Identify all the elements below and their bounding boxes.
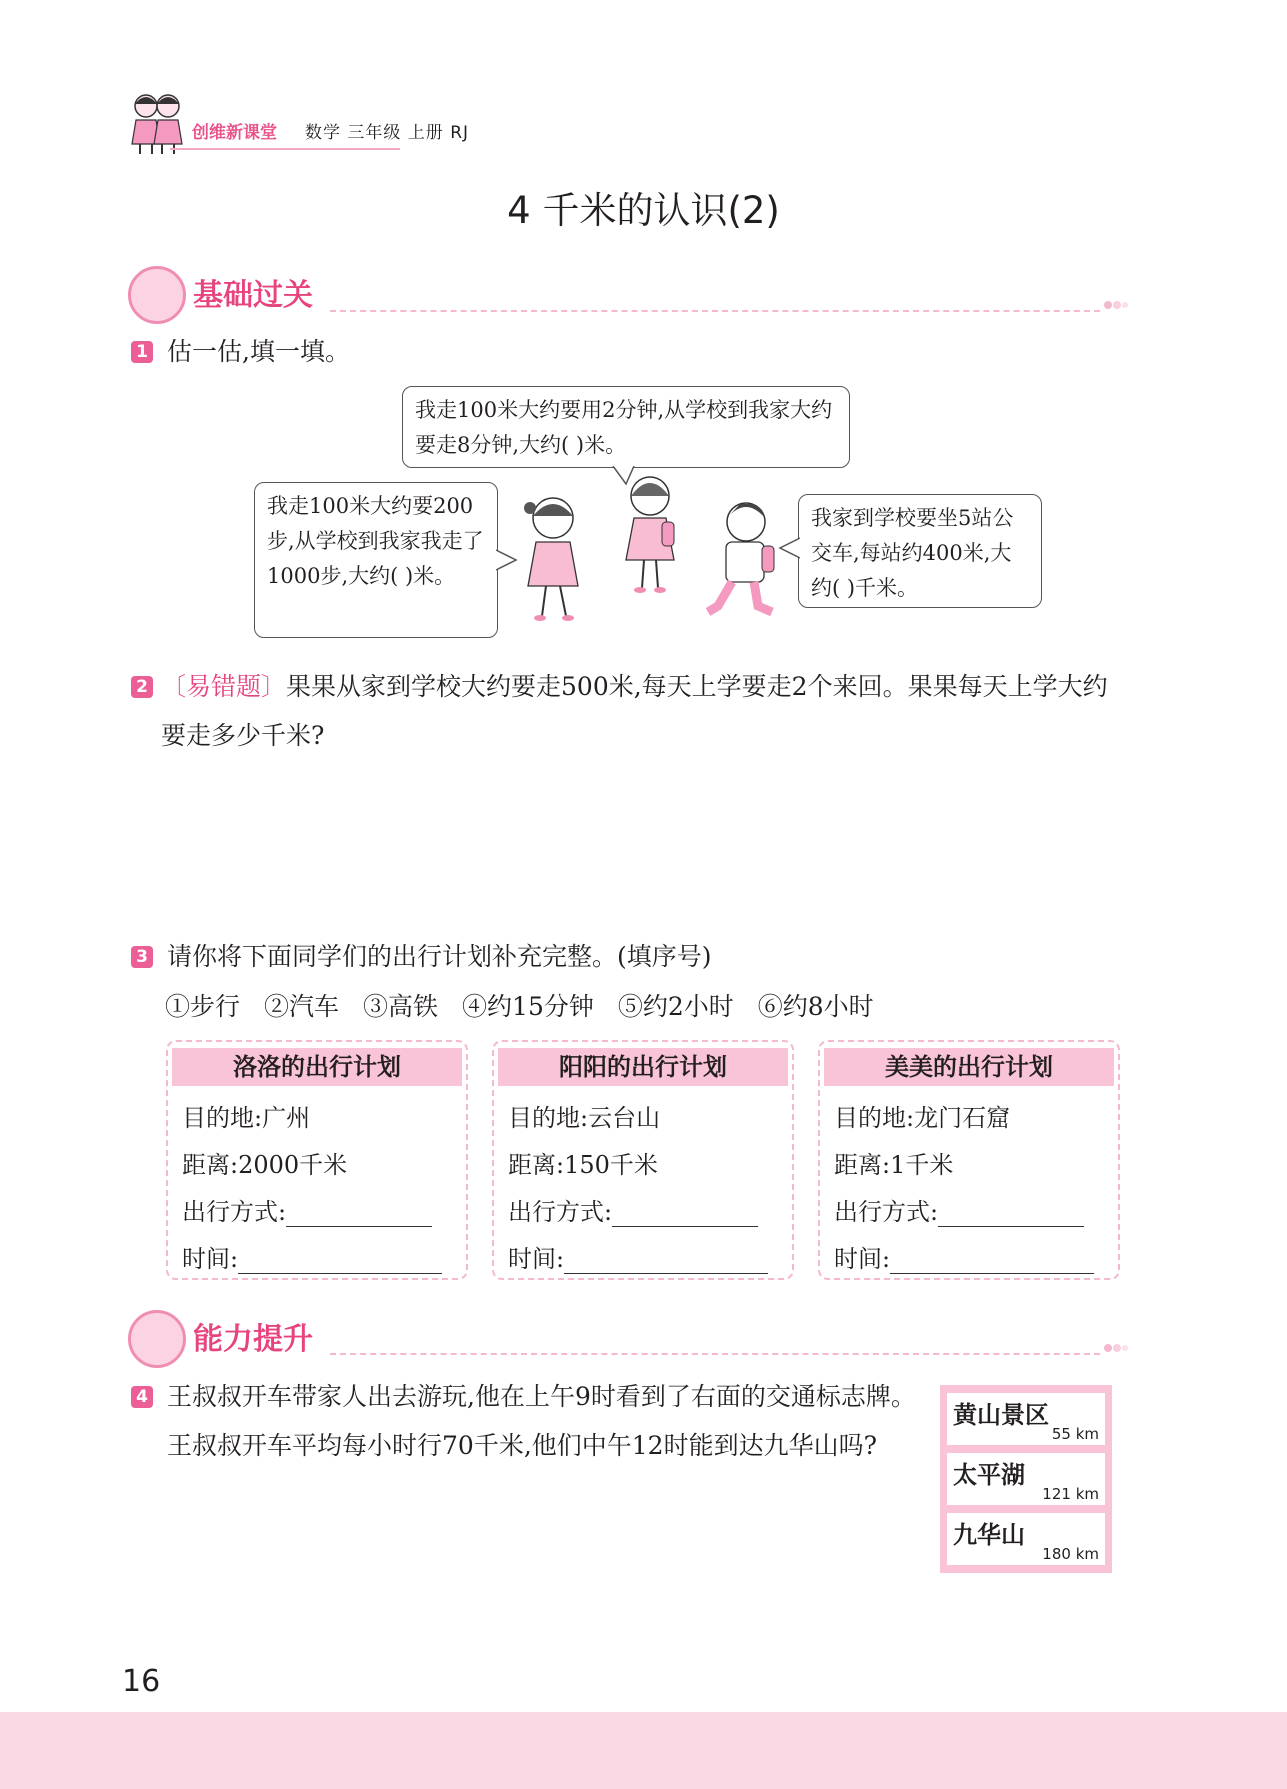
plan-distance: 距离:2000千米 — [182, 1151, 348, 1179]
page-number: 16 — [122, 1664, 161, 1699]
dots-decoration-icon — [1103, 299, 1129, 311]
plan-destination: 目的地:龙门石窟 — [834, 1104, 1011, 1132]
sign-row — [947, 1393, 1105, 1445]
plan-mode-label: 出行方式: — [182, 1198, 287, 1226]
plan-mode-row — [508, 1192, 758, 1227]
boy-illustration-icon — [700, 494, 780, 622]
question-prompt: 估一估,填一填。 — [167, 337, 350, 366]
plan-card-title: 阳阳的出行计划 — [498, 1048, 788, 1086]
question-body: 果果从家到学校大约要走500米,每天上学要走2个来回。果果每天上学大约要走多少千米? — [161, 672, 1108, 750]
option-item: ①步行 — [165, 992, 241, 1021]
plan-distance: 距离:1千米 — [834, 1151, 954, 1179]
girl-left-illustration-icon — [518, 490, 588, 626]
kids-logo-icon — [126, 88, 188, 156]
plan-card — [166, 1040, 468, 1280]
plan-time-row — [508, 1239, 768, 1274]
plan-card-title: 美美的出行计划 — [824, 1048, 1114, 1086]
plan-mode-row — [182, 1192, 432, 1227]
question-prompt: 请你将下面同学们的出行计划补充完整。(填序号) — [167, 942, 712, 971]
sign-distance: 55 km — [1051, 1425, 1099, 1443]
sign-row — [947, 1453, 1105, 1505]
plan-time-row — [182, 1239, 442, 1274]
lesson-title: 4 千米的认识(2) — [507, 189, 780, 232]
girl-middle-illustration-icon — [618, 470, 682, 598]
plan-distance: 距离:150千米 — [508, 1151, 658, 1179]
mode-answer-blank[interactable] — [286, 1225, 432, 1227]
option-item: ②汽车 — [264, 992, 340, 1021]
plan-card — [818, 1040, 1120, 1280]
plan-time-label: 时间: — [508, 1245, 565, 1273]
speech-bubble-top: 我走100米大约要用2分钟,从学校到我家大约要走8分钟,大约( )米。 — [402, 386, 850, 468]
option-item: ③高铁 — [363, 992, 439, 1021]
plan-destination: 目的地:云台山 — [508, 1104, 661, 1132]
grandpa-avatar-icon — [128, 1310, 186, 1368]
mode-answer-blank[interactable] — [938, 1225, 1084, 1227]
brand-name: 创维新课堂 — [192, 123, 277, 143]
option-list — [165, 982, 1065, 1031]
sign-row — [947, 1513, 1105, 1565]
question-text — [161, 662, 1131, 760]
sign-destination: 黄山景区 — [953, 1401, 1049, 1429]
question-number: 4 — [131, 1386, 153, 1408]
dots-decoration-icon — [1103, 1342, 1129, 1354]
option-item: ⑤约2小时 — [617, 992, 734, 1021]
section-divider — [330, 1353, 1100, 1355]
teacher-avatar-icon — [128, 266, 186, 324]
option-item: ④约15分钟 — [462, 992, 594, 1021]
plan-time-label: 时间: — [834, 1245, 891, 1273]
footer-band — [0, 1712, 1287, 1789]
question-number: 1 — [131, 341, 153, 363]
section-divider — [330, 310, 1100, 312]
plan-time-label: 时间: — [182, 1245, 239, 1273]
plan-mode-label: 出行方式: — [834, 1198, 939, 1226]
sign-distance: 121 km — [1042, 1485, 1099, 1503]
book-info: 数学 三年级 上册 RJ — [305, 123, 470, 143]
question-number: 3 — [131, 946, 153, 968]
plan-card — [492, 1040, 794, 1280]
time-answer-blank[interactable] — [238, 1272, 442, 1274]
question-text: 王叔叔开车带家人出去游玩,他在上午9时看到了右面的交通标志牌。王叔叔开车平均每小时行70千米,他们中午12时能到达九华山吗? — [167, 1382, 916, 1460]
sign-distance: 180 km — [1042, 1545, 1099, 1563]
option-item: ⑥约8小时 — [757, 992, 874, 1021]
header-divider — [170, 148, 400, 150]
sign-destination: 太平湖 — [953, 1461, 1025, 1489]
sign-destination: 九华山 — [953, 1521, 1025, 1549]
speech-bubble-left: 我走100米大约要200步,从学校到我家我走了1000步,大约( )米。 — [254, 482, 498, 638]
time-answer-blank[interactable] — [564, 1272, 768, 1274]
plan-mode-label: 出行方式: — [508, 1198, 613, 1226]
question-number: 2 — [131, 676, 153, 698]
speech-bubble-right: 我家到学校要坐5站公交车,每站约400米,大约( )千米。 — [798, 494, 1042, 608]
bubble-tail-icon — [778, 536, 800, 560]
time-answer-blank[interactable] — [890, 1272, 1094, 1274]
plan-card-title: 洛洛的出行计划 — [172, 1048, 462, 1086]
error-prone-tag: 〔易错题〕 — [161, 672, 287, 701]
plan-mode-row — [834, 1192, 1084, 1227]
mode-answer-blank[interactable] — [612, 1225, 758, 1227]
section-title-basic: 基础过关 — [193, 278, 313, 313]
bubble-tail-icon — [496, 548, 518, 572]
plan-destination: 目的地:广州 — [182, 1104, 311, 1132]
section-title-advanced: 能力提升 — [193, 1322, 313, 1357]
traffic-sign — [940, 1385, 1112, 1573]
plan-time-row — [834, 1239, 1094, 1274]
